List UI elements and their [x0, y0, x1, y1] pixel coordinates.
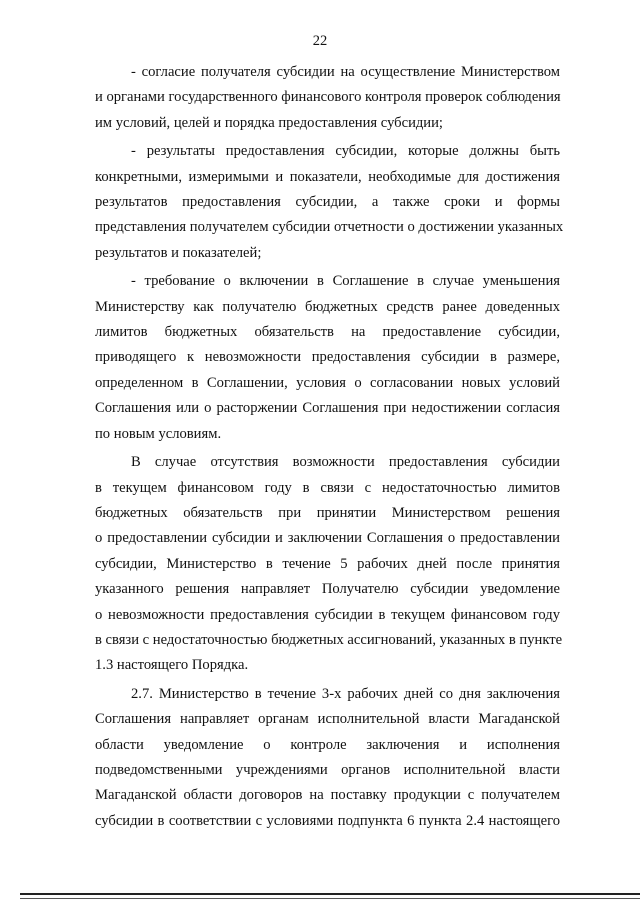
text-line: приводящего к невозможности предоставления субсидии в размере, — [95, 349, 560, 366]
text-line: указанного решения направляет Получателю субсидии уведомление — [95, 581, 560, 598]
text-line: - требование о включении в Соглашение в случае уменьшения — [131, 273, 560, 290]
scan-edge-line — [20, 893, 640, 895]
text-line: Министерству как получателю бюджетных средств ранее доведенных — [95, 298, 560, 315]
text-line: определенном в Соглашении, условия о согласовании новых условий — [95, 374, 560, 391]
text-line: Магаданской области договоров на поставку продукции с получателем — [95, 787, 560, 804]
text-line: субсидии, Министерство в течение 5 рабочих дней после принятия — [95, 555, 560, 572]
text-line: подведомственными учреждениями органов исполнительной власти — [95, 761, 560, 778]
text-line: по новым условиям. — [95, 425, 222, 442]
paragraph-requirement — [95, 269, 560, 447]
text-line: Соглашения направляет органам исполнительной власти Магаданской — [95, 711, 560, 728]
text-line: о предоставлении субсидии и заключении Соглашения о предоставлении — [95, 530, 560, 547]
text-line: им условий, целей и порядка предоставления субсидии; — [95, 114, 443, 131]
scan-edge-line — [20, 898, 640, 899]
document-body — [95, 60, 564, 837]
page-number: 22 — [312, 33, 328, 49]
text-line: о невозможности предоставления субсидии в текущем финансовом году — [95, 606, 560, 623]
paragraph-lack-of-funds — [95, 450, 563, 679]
text-line: 2.7. Министерство в течение 3-х рабочих дней со дня заключения — [131, 685, 560, 702]
text-line: области уведомление о контроле заключения и исполнения — [95, 736, 560, 753]
paragraph-consent — [95, 60, 560, 136]
text-line: и органами государственного финансового контроля проверок соблюдения — [95, 89, 561, 106]
text-line: лимитов бюджетных обязательств на предоставление субсидии, — [95, 324, 560, 341]
text-line: конкретными, измеримыми и показатели, необходимые для достижения — [95, 168, 560, 185]
paragraph-results — [95, 139, 564, 266]
text-line: результатов и показателей; — [95, 244, 262, 261]
text-line: Соглашения или о расторжении Соглашения при недостижении согласия — [95, 400, 560, 417]
text-line: результатов предоставления субсидии, а также сроки и формы — [95, 194, 560, 211]
text-line: субсидии в соответствии с условиями подпункта 6 пункта 2.4 настоящего — [95, 812, 560, 829]
paragraph-2-7 — [95, 682, 560, 834]
text-line: в связи с недостаточностью бюджетных ассигнований, указанных в пункте — [95, 631, 563, 648]
text-line: В случае отсутствия возможности предоставления субсидии — [131, 454, 560, 471]
text-line: - согласие получателя субсидии на осуществление Министерством — [131, 64, 560, 80]
text-line: - результаты предоставления субсидии, которые должны быть — [131, 143, 560, 160]
text-line: представления получателем субсидии отчетности о достижении указанных — [95, 219, 564, 236]
text-line: бюджетных обязательств при принятии Министерством решения — [95, 504, 560, 521]
text-line: в текущем финансовом году в связи с недостаточностью лимитов — [95, 479, 560, 496]
text-line: 1.3 настоящего Порядка. — [95, 657, 249, 674]
